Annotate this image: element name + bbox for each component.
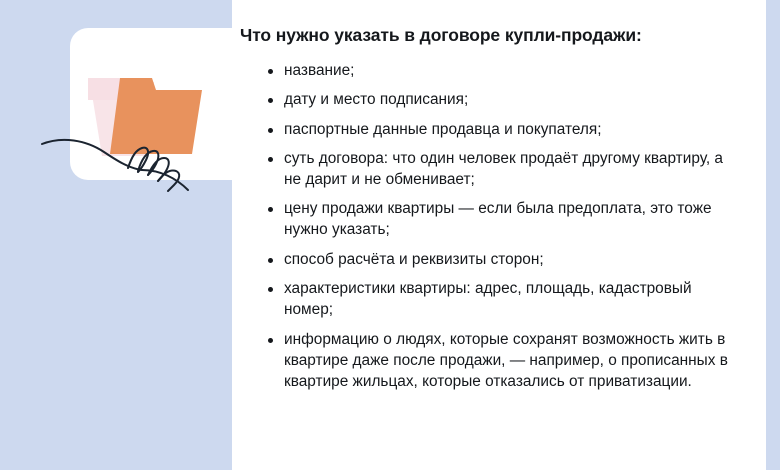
list-item: характеристики квартиры: адрес, площадь, кадастровый номер;	[268, 279, 744, 321]
list-item: дату и место подписания;	[268, 90, 744, 111]
document-content	[232, 0, 766, 470]
decorative-right-edge	[766, 0, 780, 470]
list-item: паспортные данные продавца и покупателя;	[268, 120, 744, 141]
page-title: Что нужно указать в договоре купли-продажи:	[240, 25, 642, 45]
list-item: информацию о людях, которые сохранят возможность жить в квартире даже после продажи, — например, о прописанных в квартире жильцах, которые отказались от приватизации.	[268, 330, 744, 393]
orange-folder	[110, 78, 202, 154]
requirements-list	[240, 61, 744, 393]
decorative-left-panel	[0, 0, 232, 470]
list-item: суть договора: что один человек продаёт другому квартиру, а не дарит и не обменивает;	[268, 149, 744, 191]
illustration-svg	[24, 28, 232, 208]
finger-3	[148, 158, 169, 181]
list-item: название;	[268, 61, 744, 82]
hand-holding-folder-illustration	[24, 28, 232, 208]
list-item: цену продажи квартиры — если была предоплата, это тоже нужно указать;	[268, 199, 744, 241]
list-item: способ расчёта и реквизиты сторон;	[268, 250, 744, 271]
